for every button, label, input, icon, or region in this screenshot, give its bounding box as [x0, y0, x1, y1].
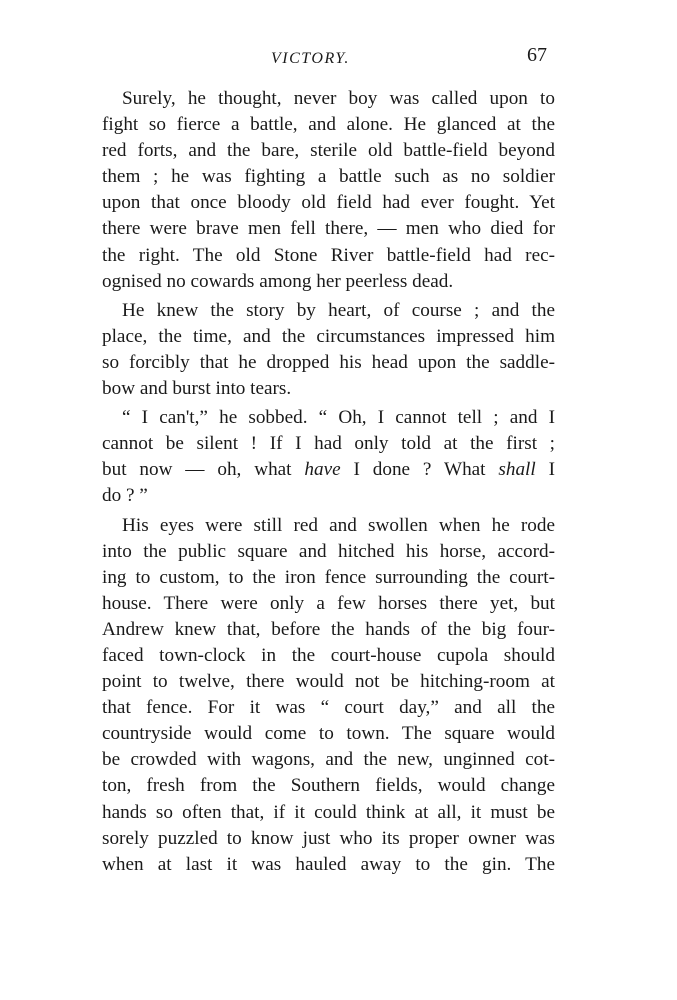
text-line: He knew the story by heart, of course ; and the	[122, 299, 555, 321]
italic-word-have: have	[304, 459, 341, 481]
body-text	[82, 86, 555, 878]
text-line: house. There were only a few horses there yet, but	[102, 592, 555, 614]
text-line: there were brave men fell there, — men who died for	[102, 218, 555, 240]
text-line: Andrew knew that, before the hands of the big four-	[102, 618, 555, 640]
text-line: red forts, and the bare, sterile old battle-field beyond	[102, 140, 555, 162]
text-line: ton, fresh from the Southern fields, would change	[102, 775, 555, 797]
text-line: ing to custom, to the iron fence surrounding the court-	[102, 566, 555, 588]
text-line: “ I can't,” he sobbed. “ Oh, I cannot tell ; and I	[122, 407, 555, 429]
text-line: when at last it was hauled away to the gin. The	[102, 853, 555, 875]
text-line: so forcibly that he dropped his head upon the saddle-	[102, 351, 555, 373]
text-line: faced town-clock in the court-house cupola should	[102, 644, 555, 666]
text-line: them ; he was fighting a battle such as no soldier	[102, 166, 555, 188]
text-line: His eyes were still red and swollen when he rode	[122, 514, 555, 536]
paragraph-3	[82, 405, 555, 509]
text-segment: I	[535, 459, 555, 481]
text-line: ognised no cowards among her peerless dead.	[102, 270, 454, 292]
running-title: VICTORY.	[271, 50, 350, 67]
text-line: countryside would come to town. The square would	[102, 723, 555, 745]
text-line: into the public square and hitched his horse, accord-	[102, 540, 555, 562]
text-line: sorely puzzled to know just who its proper owner was	[102, 827, 555, 849]
text-line: place, the time, and the circumstances impressed him	[102, 325, 555, 347]
text-line: be crowded with wagons, and the new, unginned cot-	[102, 749, 555, 771]
text-line: that fence. For it was “ court day,” and all the	[102, 697, 555, 719]
text-line	[82, 457, 555, 483]
paragraph-4	[82, 513, 555, 878]
text-segment: but now — oh, what	[102, 459, 305, 481]
text-line: the right. The old Stone River battle-field had rec-	[102, 244, 555, 266]
text-line: do ? ”	[102, 485, 148, 507]
running-head	[0, 44, 677, 74]
page-number: 67	[527, 44, 547, 66]
italic-word-shall: shall	[498, 459, 536, 481]
text-line: fight so fierce a battle, and alone. He glanced at the	[102, 114, 555, 136]
text-line: Surely, he thought, never boy was called upon to	[122, 88, 555, 109]
paragraph-1	[82, 86, 555, 295]
text-line: upon that once bloody old field had ever fought. Yet	[102, 192, 555, 214]
text-line: hands so often that, if it could think at all, it must be	[102, 801, 555, 823]
text-segment: I done ? What	[340, 459, 499, 481]
paragraph-2	[82, 298, 555, 402]
text-line: cannot be silent ! If I had only told at the first ;	[102, 433, 555, 455]
text-line: point to twelve, there would not be hitching-room at	[102, 671, 555, 693]
text-line: bow and burst into tears.	[102, 378, 292, 400]
